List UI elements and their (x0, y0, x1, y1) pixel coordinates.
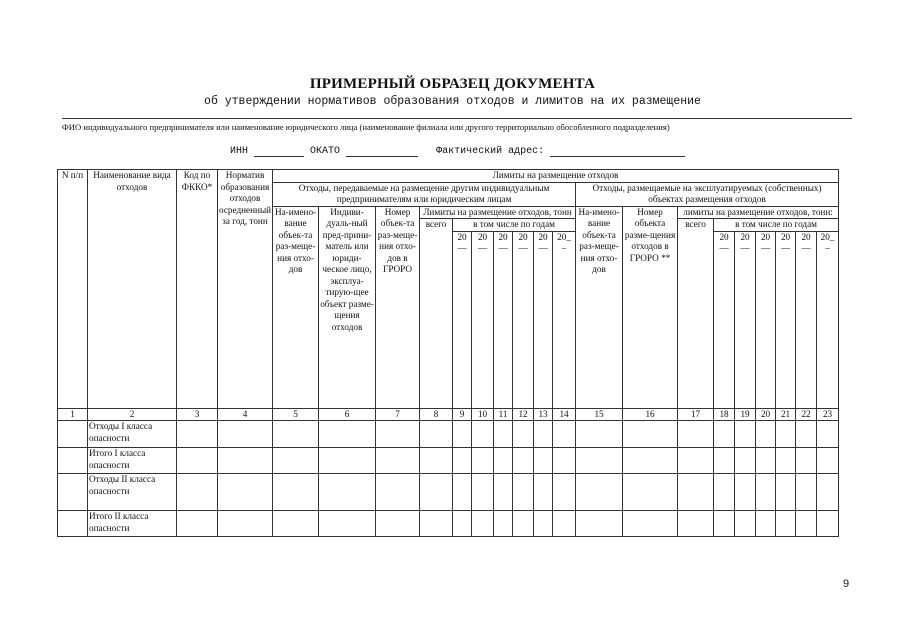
table-row (58, 421, 839, 448)
col-number: 17 (678, 408, 714, 421)
row-label: Отходы I класса опасности (88, 421, 177, 448)
limits-table (57, 169, 839, 537)
row-label: Итого II класса опасности (88, 511, 177, 537)
fio-caption: ФИО индивидуального предпринимателя или наименование юридического лица (наименование филиала или другого территориально обособленного подразделения) (62, 122, 670, 132)
col-number: 9 (453, 408, 472, 421)
table-row (58, 448, 839, 474)
col-number: 15 (576, 408, 623, 421)
header-entrepreneur: Индиви-дуаль-ный пред-прини-матель или юриди-ческое лицо, эксплуа-тирую-щее объект разме-щения отходов (319, 206, 376, 408)
col-number: 3 (177, 408, 218, 421)
header-groro-number-1: Номер объек-та раз-меще-ния отхо-дов в ГРОРО (376, 206, 420, 408)
document-title: ПРИМЕРНЫЙ ОБРАЗЕЦ ДОКУМЕНТА (309, 76, 596, 92)
col-number: 1 (58, 408, 88, 421)
year-cell: 20 — (735, 231, 756, 408)
header-limits: Лимиты на размещение отходов (273, 170, 839, 183)
table-row (58, 511, 839, 537)
header-by-years-1: в том числе по годам (453, 219, 576, 232)
col-number: 14 (553, 408, 576, 421)
col-number: 16 (623, 408, 678, 421)
col-number: 4 (218, 408, 273, 421)
year-cell: 20 — (453, 231, 472, 408)
col-number: 11 (494, 408, 513, 421)
table-row (58, 474, 839, 511)
col-number: 19 (735, 408, 756, 421)
year-cell: 20 — (534, 231, 553, 408)
year-cell: 20 — (513, 231, 534, 408)
row-label: Итого I класса опасности (88, 448, 177, 474)
col-number: 13 (534, 408, 553, 421)
header-object-name-2: На-имено-вание объек-та раз-меще-ния отхо-дов (576, 206, 623, 408)
header-fkko-code: Код по ФККО* (177, 170, 218, 409)
year-cell: 20 — (714, 231, 735, 408)
header-object-name-1: На-имено-вание объек-та раз-меще-ния отхо-дов (273, 206, 319, 408)
year-cell: 20 — (472, 231, 494, 408)
header-total-2: всего (678, 219, 714, 409)
col-number: 23 (817, 408, 839, 421)
address-label: Фактический адрес: (436, 146, 545, 157)
col-number: 8 (420, 408, 453, 421)
requisites-row (230, 146, 685, 157)
okato-field[interactable] (346, 146, 418, 157)
col-number: 12 (513, 408, 534, 421)
header-waste-name: Наименование вида отходов (88, 170, 177, 409)
header-by-years-2: в том числе по годам (714, 219, 839, 232)
header-limits-tonn-2: лимиты на размещение отходов, тонн: (678, 206, 839, 219)
inn-field[interactable] (254, 146, 304, 157)
col-number: 7 (376, 408, 420, 421)
page-number: 9 (843, 578, 850, 590)
col-number: 18 (714, 408, 735, 421)
col-number: 21 (776, 408, 796, 421)
header-norm: Норматив образования отходов осредненный за год, тонн (218, 170, 273, 409)
okato-label: ОКАТО (310, 146, 341, 157)
year-cell: 20 — (776, 231, 796, 408)
year-cell: 20 — (756, 231, 776, 408)
address-field[interactable] (550, 146, 685, 157)
header-total-1: всего (420, 219, 453, 409)
year-cell: 20_ – (817, 231, 839, 408)
fio-underline (62, 118, 852, 119)
col-number: 2 (88, 408, 177, 421)
col-number: 6 (319, 408, 376, 421)
year-cell: 20 — (494, 231, 513, 408)
header-np: N п/п (58, 170, 88, 409)
row-label: Отходы II класса опасности (88, 474, 177, 511)
document-subtitle: об утверждении нормативов образования отходов и лимитов на их размещение (204, 95, 701, 108)
year-cell: 20 — (796, 231, 817, 408)
column-numbers-row (58, 408, 839, 421)
col-number: 10 (472, 408, 494, 421)
header-limits-tonn-1: Лимиты на размещение отходов, тонн (420, 206, 576, 219)
inn-label: ИНН (230, 146, 249, 157)
col-number: 20 (756, 408, 776, 421)
col-number: 5 (273, 408, 319, 421)
col-number: 22 (796, 408, 817, 421)
year-cell: 20_ – (553, 231, 576, 408)
header-groro-number-2: Номер объекта разме-щения отходов в ГРОРО ** (623, 206, 678, 408)
header-group-own: Отходы, размещаемые на эксплуатируемых (собственных) объектах размещения отходов (576, 182, 839, 206)
header-group-transferred: Отходы, передаваемые на размещение другим индивидуальным предпринимателям или юридическим лицам (273, 182, 576, 206)
